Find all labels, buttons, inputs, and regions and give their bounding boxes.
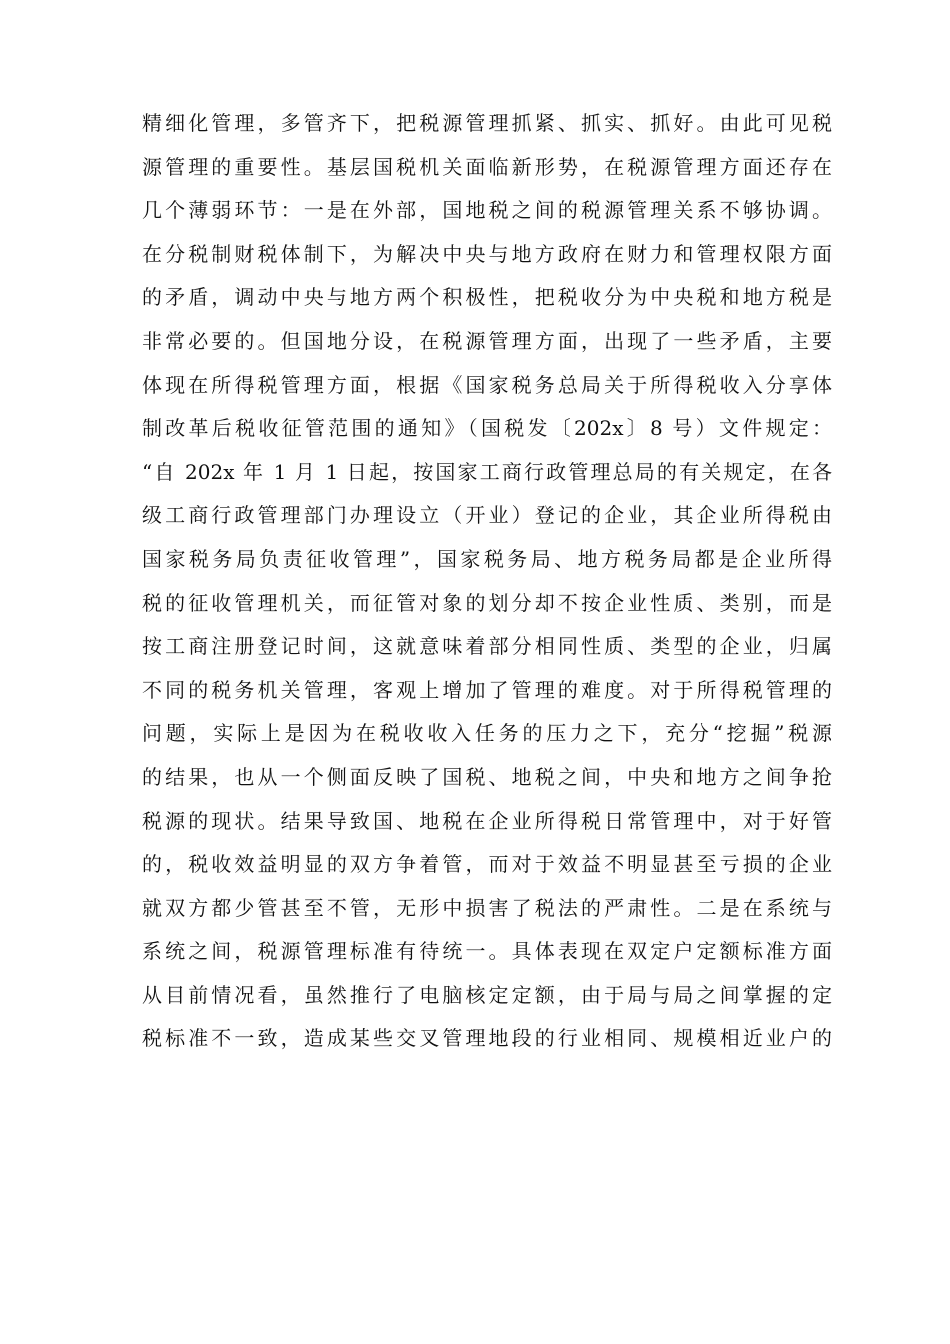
text-line-20: 系统之间，税源管理标准有待统一。具体表现在双定户定额标准方面 <box>142 939 832 964</box>
text-line-5: 的矛盾，调动中央与地方两个积极性，把税收分为中央税和地方税是 <box>142 285 832 310</box>
text-line-7: 体现在所得税管理方面，根据《国家税务总局关于所得税收入分享体 <box>142 372 832 397</box>
text-line-8: 制改革后税收征管范围的通知》（国税发〔202x〕8 号）文件规定： <box>142 416 832 441</box>
text-line-19: 就双方都少管甚至不管，无形中损害了税法的严肃性。二是在系统与 <box>142 895 832 920</box>
text-line-4: 在分税制财税体制下，为解决中央与地方政府在财力和管理权限方面 <box>142 241 832 266</box>
text-line-15: 问题，实际上是因为在税收收入任务的压力之下，充分“挖掘”税源 <box>142 721 832 746</box>
text-line-17: 税源的现状。结果导致国、地税在企业所得税日常管理中，对于好管 <box>142 808 832 833</box>
text-line-12: 税的征收管理机关，而征管对象的划分却不按企业性质、类别，而是 <box>142 590 832 615</box>
text-line-22: 税标准不一致，造成某些交叉管理地段的行业相同、规模相近业户的 <box>142 1026 832 1051</box>
text-line-11: 国家税务局负责征收管理”，国家税务局、地方税务局都是企业所得 <box>142 546 832 571</box>
text-line-16: 的结果，也从一个侧面反映了国税、地税之间，中央和地方之间争抢 <box>142 764 832 789</box>
text-line-6: 非常必要的。但国地分设，在税源管理方面，出现了一些矛盾，主要 <box>142 328 832 353</box>
text-line-18: 的，税收效益明显的双方争着管，而对于效益不明显甚至亏损的企业 <box>142 852 832 877</box>
body-text <box>142 102 832 1061</box>
text-line-3: 几个薄弱环节：一是在外部，国地税之间的税源管理关系不够协调。 <box>142 198 832 223</box>
text-line-10: 级工商行政管理部门办理设立（开业）登记的企业，其企业所得税由 <box>142 503 832 528</box>
text-line-14: 不同的税务机关管理，客观上增加了管理的难度。对于所得税管理的 <box>142 677 832 702</box>
text-line-9: “自 202x 年 1 月 1 日起，按国家工商行政管理总局的有关规定，在各 <box>142 459 832 484</box>
text-line-21: 从目前情况看，虽然推行了电脑核定定额，由于局与局之间掌握的定 <box>142 982 832 1007</box>
text-line-1: 精细化管理，多管齐下，把税源管理抓紧、抓实、抓好。由此可见税 <box>142 111 832 135</box>
text-line-13: 按工商注册登记时间，这就意味着部分相同性质、类型的企业，归属 <box>142 634 832 659</box>
text-line-2: 源管理的重要性。基层国税机关面临新形势，在税源管理方面还存在 <box>142 154 832 179</box>
